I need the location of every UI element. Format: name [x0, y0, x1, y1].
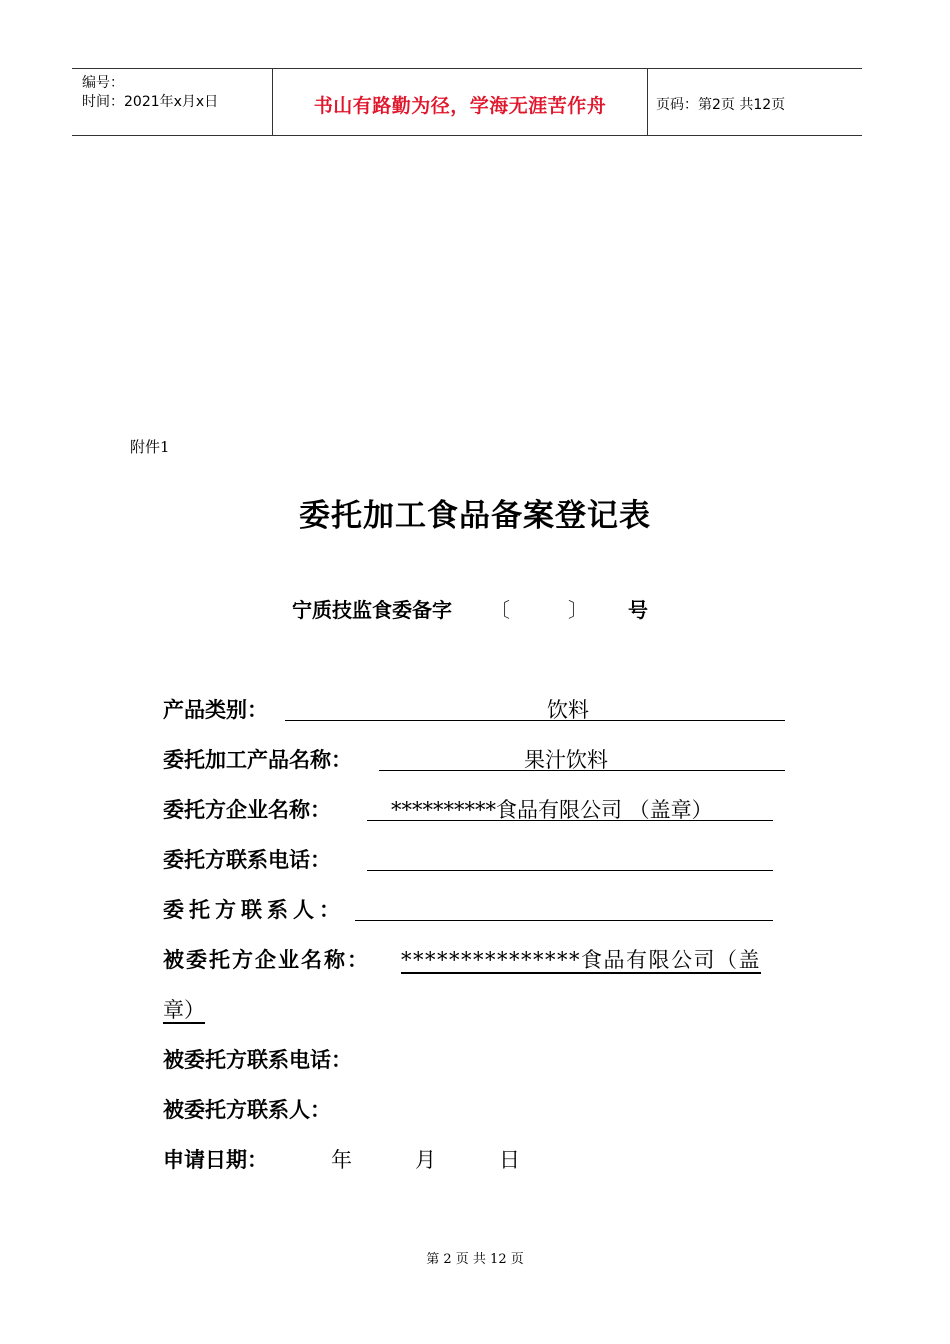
document-number-label: 编号：: [82, 75, 124, 91]
field-underline[interactable]: [285, 694, 785, 721]
motto-text: 书山有路勤为径，学海无涯苦作舟: [313, 95, 607, 117]
reference-open-bracket: 〔: [490, 598, 510, 622]
field-value: ***************食品有限公司（盖: [401, 948, 761, 972]
reference-prefix: 宁质技监食委备字: [292, 598, 452, 622]
field-value-continued: 章）: [163, 998, 205, 1022]
page-footer: 第 2 页 共 12 页: [426, 1252, 524, 1267]
document-reference-number: [292, 594, 648, 623]
document-title: 委托加工食品备案登记表: [299, 498, 651, 534]
date-month: 月: [415, 1148, 436, 1172]
field-label: 被委托方企业名称：: [163, 948, 370, 972]
date-year: 年: [331, 1148, 352, 1172]
field-label: 委托方联系人：: [163, 898, 345, 922]
field-label: 被委托方联系电话：: [163, 1048, 352, 1072]
date-day: 日: [499, 1148, 520, 1172]
field-label: 申请日期：: [163, 1148, 268, 1172]
field-label: 委托方联系电话：: [163, 848, 331, 872]
field-label: 委托方企业名称：: [163, 798, 331, 822]
header-motto-cell: [273, 69, 648, 135]
field-label: 产品类别：: [163, 698, 268, 722]
field-value: **********食品有限公司 （盖章）: [391, 798, 713, 822]
attachment-label: 附件1: [130, 438, 170, 456]
page-number-label: 页码：第2页 共12页: [656, 97, 786, 113]
field-underline[interactable]: [355, 894, 773, 921]
header-info-cell: [72, 69, 273, 135]
document-time-label: 时间：2021年x月x日: [82, 94, 219, 110]
field-underline[interactable]: [367, 844, 773, 871]
field-value: 饮料: [547, 698, 589, 722]
reference-close-bracket: 〕: [568, 598, 588, 622]
field-label: 被委托方联系人：: [163, 1098, 331, 1122]
field-label: 委托加工产品名称：: [163, 748, 352, 772]
field-value: 果汁饮料: [524, 748, 608, 772]
page-header: [72, 68, 862, 136]
reference-suffix: 号: [628, 598, 648, 622]
header-page-cell: [648, 69, 862, 135]
